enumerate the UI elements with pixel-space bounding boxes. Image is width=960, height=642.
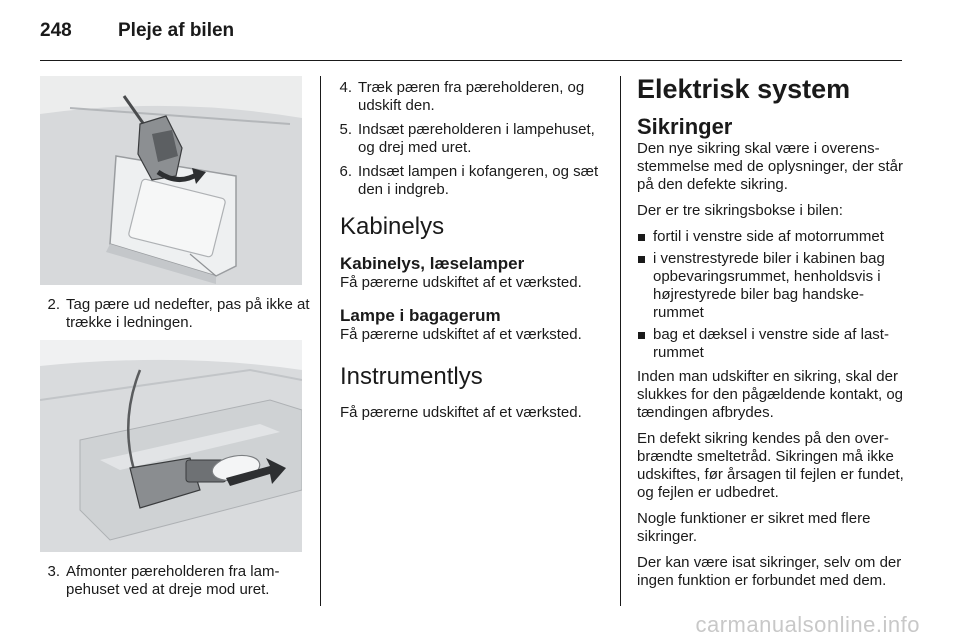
step-item: [42, 563, 312, 599]
section-heading-elektrisk-system: Elektrisk system: [637, 74, 851, 104]
step-number: 4.: [339, 79, 352, 96]
step-item: [334, 79, 610, 115]
illustration-bulb-holder-drawing: [40, 340, 302, 552]
paragraph: Inden man udskifter en sikring, skal der slukkes for den pågældende kontakt, og tændingen afbrydes.: [637, 368, 904, 421]
illustration-bulb-holder: [40, 340, 302, 552]
header-rule: [40, 60, 902, 61]
list-item-text: fortil i venstre side af motorrummet: [653, 228, 884, 245]
column-2-sections: [340, 212, 612, 436]
illustration-bulb-removal-drawing: [40, 76, 302, 285]
column-divider-2: [620, 76, 621, 606]
subheading-lampe-i-bagagerum: Lampe i bagagerum: [340, 306, 501, 325]
step-list-b: [42, 563, 312, 605]
step-list-c: [334, 79, 610, 205]
step-number: 6.: [339, 163, 352, 180]
page-title: Pleje af bilen: [118, 20, 235, 41]
bullet-square-icon: [638, 256, 645, 263]
step-item: [42, 296, 312, 332]
step-number: 2.: [47, 296, 60, 313]
page-header: [40, 20, 234, 48]
step-text: Tag pære ud nedefter, pas på ikke at trække i ledningen.: [66, 296, 310, 331]
column-3-sections: [637, 72, 909, 598]
list-item-text: i venstrestyrede biler i kabinen bag opbevaringsrummet, henholdsvis i højrestyrede biler bag handskerummet: [653, 250, 885, 321]
section-heading-kabinelys: Kabinelys: [340, 213, 445, 240]
subheading-kabinelys-laeselamper: Kabinelys, læselamper: [340, 254, 525, 273]
paragraph: Få pærerne udskiftet af et værksted.: [340, 326, 582, 343]
list-item: [637, 326, 909, 362]
step-number: 3.: [47, 563, 60, 580]
step-text: Indsæt lampen i kofangeren, og sæt den i indgreb.: [358, 163, 599, 198]
step-number: 5.: [339, 121, 352, 138]
fuse-box-list: [637, 228, 909, 362]
column-divider-1: [320, 76, 321, 606]
step-item: [334, 121, 610, 157]
page-number: 248: [40, 20, 72, 41]
list-item: [637, 250, 909, 322]
paragraph: En defekt sikring kendes på den overbrændte smeltetråd. Sikringen må ikke udskiftes, før årsagen til fejlen er fundet, og fejlen er udbedret.: [637, 430, 904, 501]
paragraph: Få pærerne udskiftet af et værksted.: [340, 274, 582, 291]
step-text: Træk pæren fra pæreholderen, og udskift den.: [358, 79, 585, 114]
watermark: carmanualsonline.info: [695, 612, 920, 637]
step-text: Afmonter pæreholderen fra lampehuset ved at dreje mod uret.: [66, 563, 280, 598]
list-item: [637, 228, 909, 246]
paragraph: Den nye sikring skal være i overensstemmelse med de oplysninger, der står på den defekte sikring.: [637, 140, 903, 193]
step-text: Indsæt pæreholderen i lampehuset, og drej med uret.: [358, 121, 595, 156]
paragraph: Få pærerne udskiftet af et værksted.: [340, 404, 582, 421]
subheading-sikringer: Sikringer: [637, 114, 733, 139]
paragraph: Der kan være isat sikringer, selv om der ingen funktion er forbundet med dem.: [637, 554, 902, 589]
list-item-text: bag et dæksel i venstre side af lastrummet: [653, 326, 889, 361]
step-list-a: [42, 296, 312, 338]
step-item: [334, 163, 610, 199]
illustration-bulb-removal: [40, 76, 302, 285]
bullet-square-icon: [638, 332, 645, 339]
paragraph: Der er tre sikringsbokse i bilen:: [637, 202, 843, 219]
section-heading-instrumentlys: Instrumentlys: [340, 363, 483, 390]
bullet-square-icon: [638, 234, 645, 241]
paragraph: Nogle funktioner er sikret med flere sikringer.: [637, 510, 871, 545]
